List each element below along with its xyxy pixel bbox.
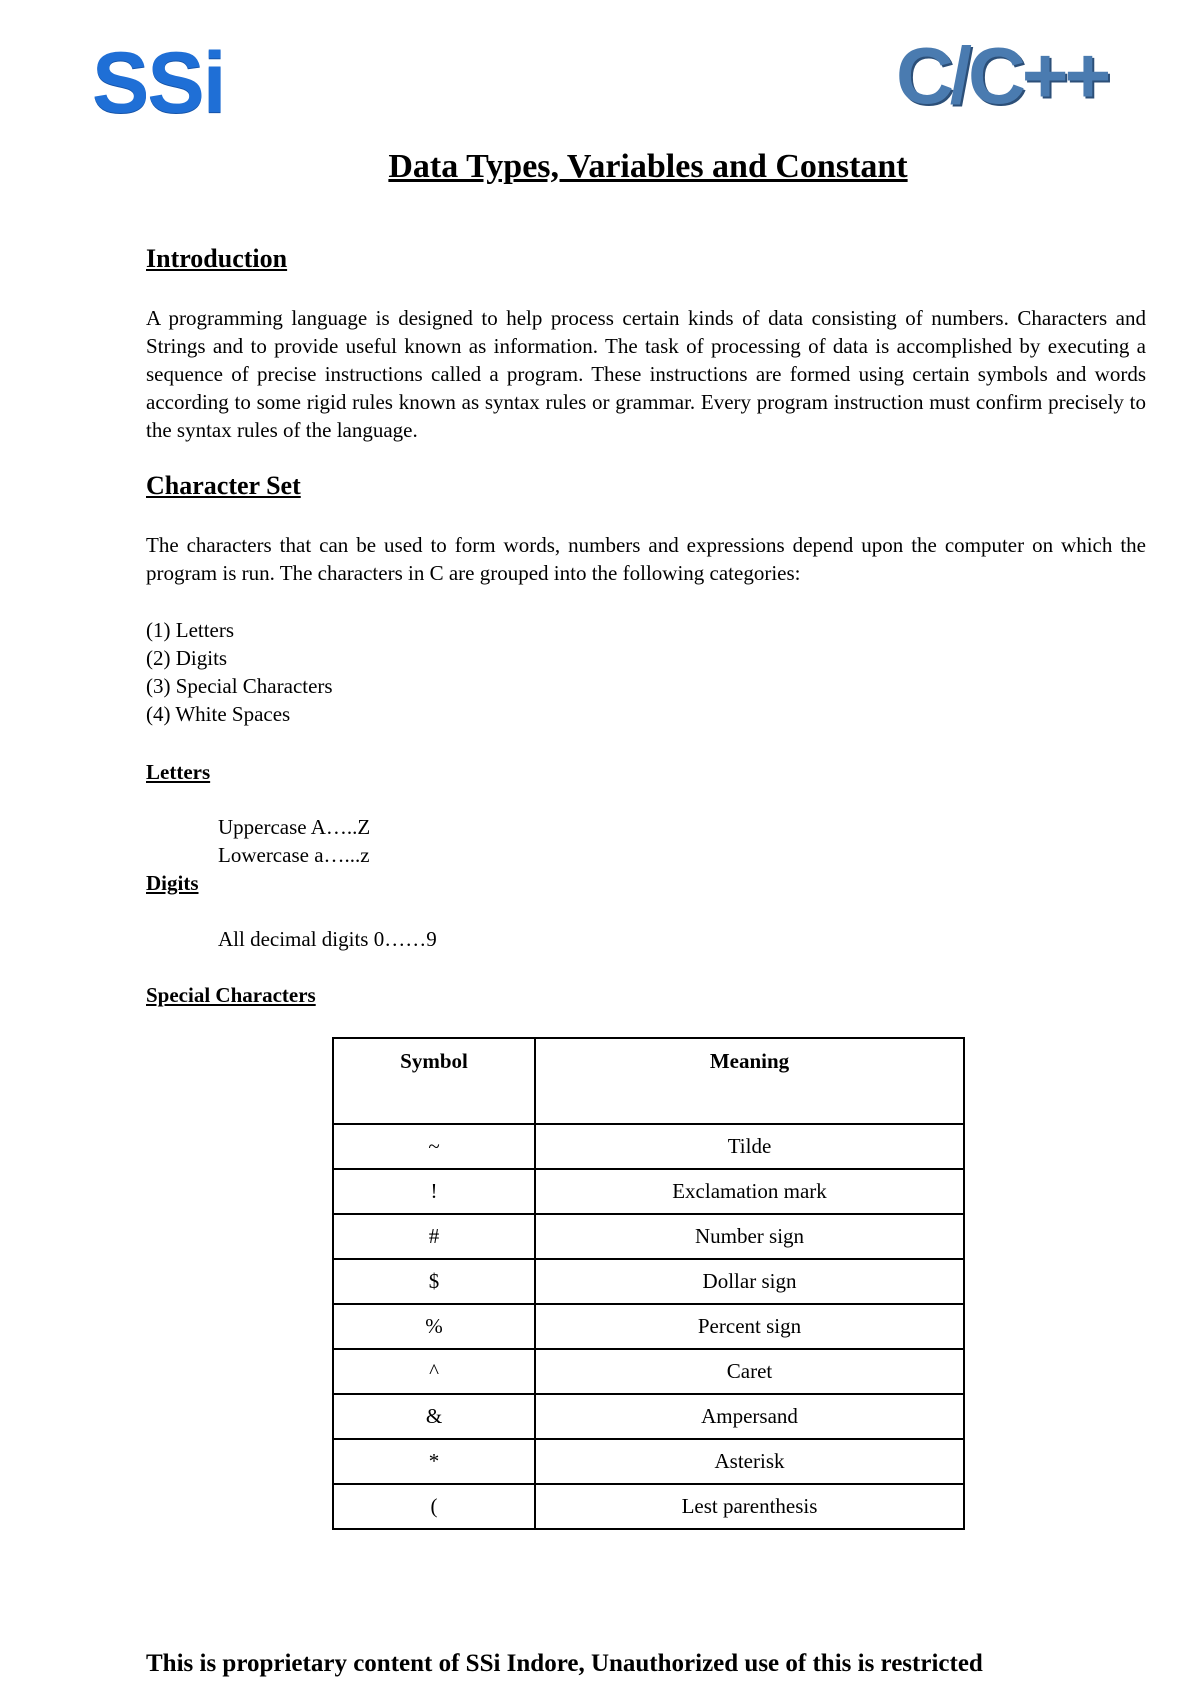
meaning-cell: Dollar sign	[535, 1259, 964, 1304]
lowercase-range: Lowercase a…...z	[218, 843, 370, 867]
table-row	[333, 1304, 964, 1349]
symbol-cell: *	[333, 1439, 535, 1484]
category-item: (3) Special Characters	[146, 674, 333, 698]
meaning-cell: Number sign	[535, 1214, 964, 1259]
introduction-heading: Introduction	[146, 244, 288, 273]
meaning-cell: Lest parenthesis	[535, 1484, 964, 1529]
table-header-row	[333, 1038, 964, 1124]
table-row	[333, 1394, 964, 1439]
table-row	[333, 1259, 964, 1304]
table-row	[333, 1439, 964, 1484]
special-characters-table	[332, 1037, 965, 1530]
character-set-heading: Character Set	[146, 471, 301, 500]
meaning-cell: Exclamation mark	[535, 1169, 964, 1214]
special-characters-heading: Special Characters	[146, 983, 316, 1007]
letters-heading: Letters	[146, 760, 211, 784]
symbol-cell: (	[333, 1484, 535, 1529]
symbol-cell: %	[333, 1304, 535, 1349]
character-set-paragraph: The characters that can be used to form words, numbers and expressions depend upon the computer on which the program is run. The characters in C are grouped into the following categories:	[146, 533, 1146, 585]
symbol-column-header: Symbol	[333, 1038, 535, 1124]
introduction-paragraph: A programming language is designed to help process certain kinds of data consisting of numbers. Characters and Strings and to provide useful known as information. The task of processing of data is accomplished by executing a sequence of precise instructions called a program. These instructions are formed using certain symbols and words according to some rigid rules known as syntax rules or grammar. Every program instruction must confirm precisely to the syntax rules of the language.	[146, 306, 1146, 442]
table-row	[333, 1214, 964, 1259]
symbol-cell: #	[333, 1214, 535, 1259]
table-row	[333, 1484, 964, 1529]
symbol-cell: ^	[333, 1349, 535, 1394]
ssi-logo: SSi	[92, 35, 225, 131]
digits-heading: Digits	[146, 871, 199, 895]
cpp-logo: C/C++	[896, 31, 1108, 120]
meaning-cell: Tilde	[535, 1124, 964, 1169]
meaning-column-header: Meaning	[535, 1038, 964, 1124]
category-item: (1) Letters	[146, 618, 235, 642]
symbol-cell: $	[333, 1259, 535, 1304]
digits-range: All decimal digits 0……9	[218, 927, 437, 951]
category-item: (4) White Spaces	[146, 702, 291, 726]
table-row	[333, 1124, 964, 1169]
category-item: (2) Digits	[146, 646, 228, 670]
symbol-cell: ~	[333, 1124, 535, 1169]
meaning-cell: Ampersand	[535, 1394, 964, 1439]
meaning-cell: Caret	[535, 1349, 964, 1394]
table-row	[333, 1169, 964, 1214]
table-row	[333, 1349, 964, 1394]
uppercase-range: Uppercase A…..Z	[218, 815, 371, 839]
meaning-cell: Asterisk	[535, 1439, 964, 1484]
footer-notice: This is proprietary content of SSi Indore, Unauthorized use of this is restricted	[146, 1650, 983, 1677]
symbol-cell: !	[333, 1169, 535, 1214]
symbol-cell: &	[333, 1394, 535, 1439]
page-title: Data Types, Variables and Constant	[388, 148, 908, 185]
meaning-cell: Percent sign	[535, 1304, 964, 1349]
